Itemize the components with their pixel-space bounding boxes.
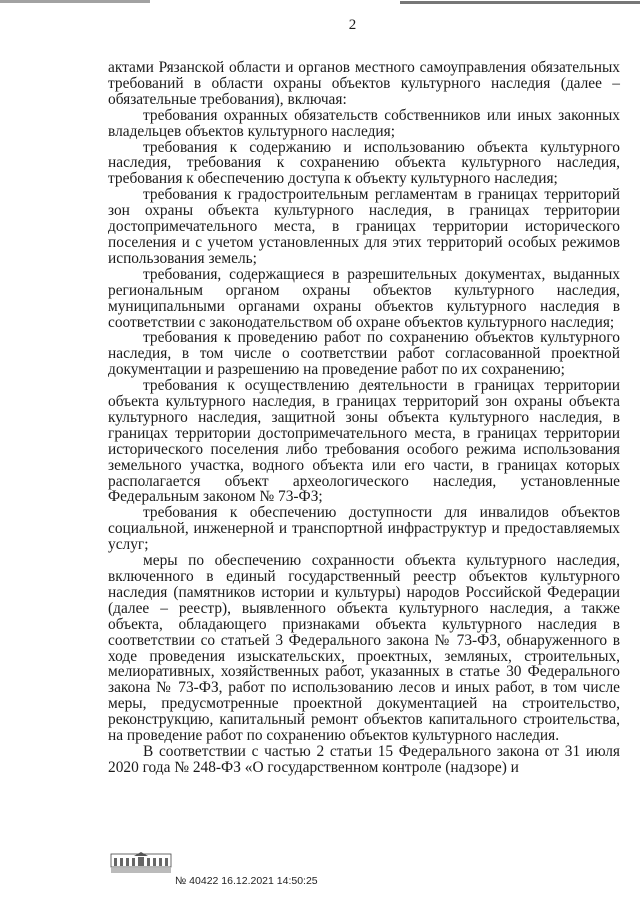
paragraph: актами Рязанской области и органов местного самоуправления обязательных требований в области охраны объектов культурного наследия (далее – обязательные требования), включая: — [108, 59, 620, 108]
governor-office-logo — [110, 852, 172, 874]
logo-caption-bar — [111, 868, 171, 873]
paragraph: меры по обеспечению сохранности объекта культурного наследия, включенного в единый государственный реестр объектов культурного наследия (памятников истории и культуры) народов Российской Федерации (далее – реестр), выявленного объекта культурного наследия, а также объекта, обладающего признаками объекта культурного наследия в соответствии со статьей 3 Федерального закона № 73-ФЗ, обнаруженного в ходе проведения изыскательских, проектных, земляных, строительных, мелиоративных, хозяйственных работ, указанных в статье 30 Федерального закона № 73-ФЗ, работ по использованию лесов и иных работ, в том числе меры, предусмотренные проектной документацией на строительство, реконструкцию, капитальный ремонт объектов капитального строительства, на проведение работ по сохранению объектов культурного наследия. — [108, 552, 620, 745]
paragraph: требования к обеспечению доступности для инвалидов объектов социальной, инженерной и транспортной инфраструктур и предоставляемых услуг; — [108, 504, 620, 554]
paragraph: требования охранных обязательств собственников или иных законных владельцев объектов культурного наследия; — [108, 106, 620, 140]
paragraph: требования к проведению работ по сохранению объектов культурного наследия, в том числе о соответствии работ согласованной проектной документации и разрешению на проведение работ по их сохранению; — [108, 329, 620, 379]
government-building-icon — [110, 852, 172, 874]
page-number: 2 — [348, 17, 357, 33]
paragraph: требования к осуществлению деятельности в границах территории объекта культурного наследия, в границах территорий зон охраны объекта культурного наследия, защитной зоны объекта культурного наследия, в границах территории достопримечательного места, в границах территории исторического поселения либо требования особого режима использования земельного участка, водного объекта или его части, в границах которых располагается объект археологического наследия, установленные Федеральным законом № 73-ФЗ; — [108, 377, 620, 506]
paragraph: требования к градостроительным регламентам в границах территорий зон охраны объекта культурного наследия, в границах территории достопримечательного места, в границах территории исторического поселения и с учетом установленных для этих территорий особых режимов использования земель; — [108, 186, 620, 267]
paragraph: требования к содержанию и использованию объекта культурного наследия, требования к сохранению объекта культурного наследия, требования к обеспечению доступа к объекту культурного наследия; — [108, 138, 620, 188]
scan-edge-streak-left — [0, 0, 150, 3]
paragraph: В соответствии с частью 2 статьи 15 Федерального закона от 31 июля 2020 года № 248-ФЗ «О государственном контроле (надзоре) и — [108, 742, 620, 776]
registration-stamp: № 40422 16.12.2021 14:50:25 — [175, 875, 318, 887]
paragraph: требования, содержащиеся в разрешительных документах, выданных региональным органом охраны объектов культурного наследия, муниципальными органами охраны объектов культурного наследия в соответствии с законодательством об охране объектов культурного наследия; — [108, 265, 620, 331]
scan-edge-streak-right — [400, 1, 640, 4]
document-body — [108, 60, 620, 776]
